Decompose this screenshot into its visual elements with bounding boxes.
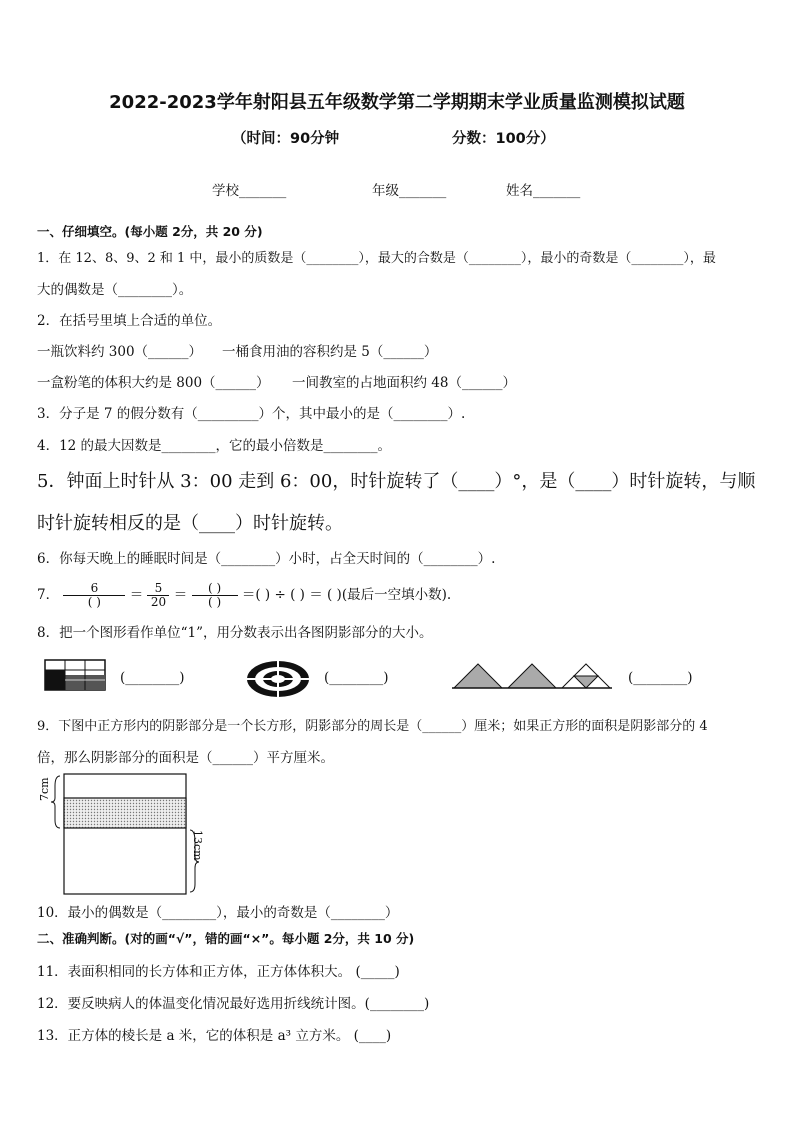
fraction-3-denominator: ( ) — [207, 595, 222, 609]
fraction-1-numerator: 6 — [63, 582, 125, 596]
question-5-line1: 5．钟面上时针从 3：00 走到 6：00，时针旋转了（____）°，是（____）时针旋转，与顺 — [37, 471, 756, 492]
question-7-number: 7． — [37, 587, 60, 603]
question-8: 8．把一个图形看作单位“1”，用分数表示出各图阴影部分的大小。 — [37, 625, 433, 641]
fraction-2-denominator: 20 — [150, 595, 167, 609]
section2-heading: 二、准确判断。(对的画“√”，错的画“×”。每小题 2分，共 10 分) — [37, 931, 415, 946]
question-11: 11．表面积相同的长方体和正方体，正方体体积大。 (_____) — [37, 964, 400, 980]
question-8-blank-2[interactable]: (________) — [324, 670, 389, 686]
equals-1: ＝ — [129, 587, 144, 603]
question-12: 12．要反映病人的体温变化情况最好选用折线统计图。(________) — [37, 996, 430, 1012]
dimension-13cm: 13cm — [191, 830, 204, 861]
fraction-2 — [147, 582, 169, 609]
page-title: 2022-2023学年射阳县五年级数学第二学期期末学业质量监测模拟试题 — [109, 92, 685, 113]
grade-field[interactable]: 年级_______ — [372, 183, 447, 199]
name-field[interactable]: 姓名_______ — [506, 183, 581, 199]
fraction-1 — [63, 582, 125, 609]
exam-score: 分数：100分） — [452, 131, 555, 147]
question-9-line1: 9．下图中正方形内的阴影部分是一个长方形，阴影部分的周长是（______）厘米；如果正方形的面积是阴影部分的 4 — [37, 719, 708, 734]
question-9-line2: 倍，那么阴影部分的面积是（______）平方厘米。 — [37, 750, 334, 766]
exam-time: （时间：90分钟 — [232, 131, 340, 147]
question-1-line2: 大的偶数是（________）。 — [37, 282, 193, 298]
question-7 — [37, 582, 451, 609]
question-2a: 一瓶饮料约 300（______） — [37, 344, 203, 360]
fraction-1-denominator: ( ) — [87, 595, 101, 609]
question-2b: 一桶食用油的容积约是 5（______） — [222, 344, 438, 360]
fraction-3-numerator: ( ) — [192, 582, 238, 596]
question-10: 10．最小的偶数是（________），最小的奇数是（________） — [37, 905, 399, 921]
fraction-3 — [192, 582, 238, 609]
question-4: 4．12 的最大因数是________，它的最小倍数是________。 — [37, 438, 392, 454]
question-8-blank-3[interactable]: (________) — [628, 670, 693, 686]
question-13: 13．正方体的棱长是 a 米，它的体积是 a³ 立方米。 (____) — [37, 1028, 392, 1044]
question-5-line2: 时针旋转相反的是（____）时针旋转。 — [37, 513, 343, 534]
question-2: 2．在括号里填上合适的单位。 — [37, 313, 222, 329]
dimension-7cm: 7cm — [38, 777, 51, 801]
target-figure — [246, 660, 310, 698]
question-2d: 一间教室的占地面积约 48（______） — [292, 375, 516, 391]
question-8-blank-1[interactable]: (________) — [120, 670, 185, 686]
school-field[interactable]: 学校_______ — [212, 183, 287, 199]
section1-heading: 一、仔细填空。(每小题 2分，共 20 分) — [37, 224, 263, 239]
question-1-line1: 1．在 12、8、9、2 和 1 中，最小的质数是（________），最大的合数是（________），最小的奇数是（________），最 — [37, 251, 716, 266]
fraction-2-numerator: 5 — [147, 582, 169, 596]
question-7-rest: ＝( ) ÷ ( ) ＝ ( )(最后一空填小数). — [241, 587, 452, 603]
triangles-figure — [452, 660, 612, 692]
question-2c: 一盒粉笔的体积大约是 800（______） — [37, 375, 270, 391]
grid-figure — [45, 660, 107, 692]
question-6: 6．你每天晚上的睡眠时间是（________）小时，占全天时间的（________）. — [37, 551, 496, 567]
equals-2: ＝ — [173, 587, 188, 603]
question-3: 3．分子是 7 的假分数有（_________）个，其中最小的是（________）. — [37, 406, 466, 422]
